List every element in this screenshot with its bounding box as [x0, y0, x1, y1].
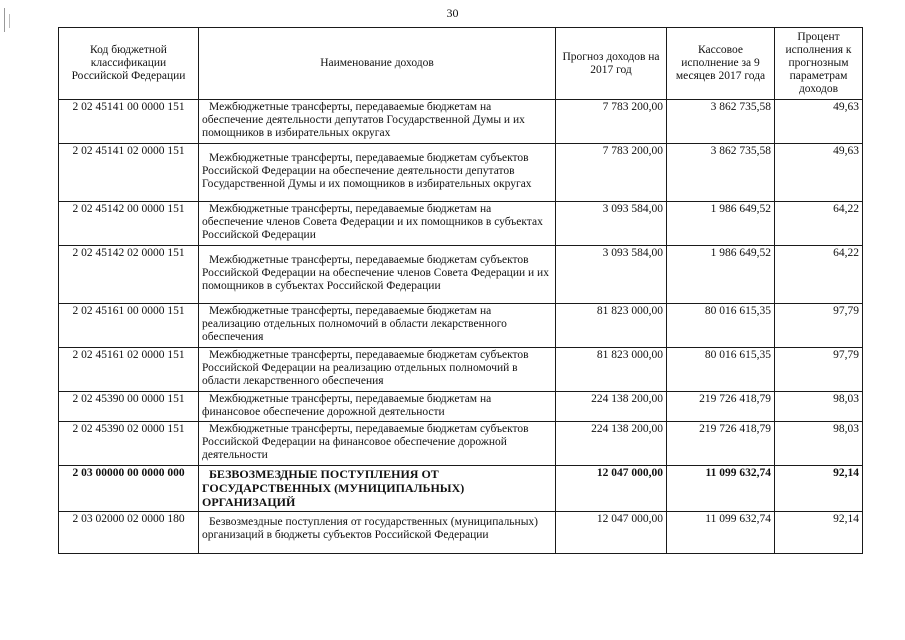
- row-cash: 3 862 735,58: [667, 144, 775, 202]
- row-percent: 97,79: [775, 348, 863, 392]
- row-percent: 49,63: [775, 144, 863, 202]
- header-forecast: Прогноз доходов на 2017 год: [556, 28, 667, 100]
- row-cash: 219 726 418,79: [667, 422, 775, 466]
- row-percent: 98,03: [775, 422, 863, 466]
- table-row: [59, 422, 863, 466]
- page-number: 30: [446, 6, 459, 20]
- row-code: 2 02 45161 02 0000 151: [59, 348, 199, 392]
- row-name-text: Межбюджетные трансферты, передаваемые бюджетам субъектов Российской Федерации на финансовое обеспечение дорожной деятельности: [202, 423, 529, 461]
- row-name: [199, 348, 556, 392]
- row-name: [199, 246, 556, 304]
- row-forecast: 3 093 584,00: [556, 202, 667, 246]
- budget-revenue-table: [58, 27, 863, 554]
- row-forecast: 12 047 000,00: [556, 466, 667, 512]
- row-name-text: Межбюджетные трансферты, передаваемые бюджетам субъектов Российской Федерации на реализацию отдельных полномочий в области лекарственного обеспечения: [202, 349, 529, 387]
- row-cash: 1 986 649,52: [667, 246, 775, 304]
- row-percent: 64,22: [775, 202, 863, 246]
- row-name: [199, 392, 556, 422]
- row-name: [199, 202, 556, 246]
- row-cash: 1 986 649,52: [667, 202, 775, 246]
- header-code: Код бюджетной классификации Российской Федерации: [59, 28, 199, 100]
- table-header-row: [59, 28, 863, 100]
- row-code: 2 03 02000 02 0000 180: [59, 512, 199, 554]
- header-cash-execution: Кассовое исполнение за 9 месяцев 2017 года: [667, 28, 775, 100]
- row-code: 2 02 45142 00 0000 151: [59, 202, 199, 246]
- table-row: [59, 512, 863, 554]
- row-code: 2 02 45141 02 0000 151: [59, 144, 199, 202]
- row-code: 2 03 00000 00 0000 000: [59, 466, 199, 512]
- row-percent: 49,63: [775, 100, 863, 144]
- row-forecast: 224 138 200,00: [556, 422, 667, 466]
- row-code: 2 02 45390 02 0000 151: [59, 422, 199, 466]
- row-forecast: 12 047 000,00: [556, 512, 667, 554]
- budget-table-container: [58, 27, 862, 554]
- row-code: 2 02 45161 00 0000 151: [59, 304, 199, 348]
- row-name-text: Межбюджетные трансферты, передаваемые бюджетам субъектов Российской Федерации на обеспечение членов Совета Федерации и их помощников в субъектах Российской Федерации: [202, 254, 549, 292]
- row-cash: 80 016 615,35: [667, 304, 775, 348]
- row-name: [199, 100, 556, 144]
- row-name-text: Межбюджетные трансферты, передаваемые бюджетам на обеспечение членов Совета Федерации и их помощников в субъектах Российской Федерации: [202, 203, 543, 241]
- row-code: 2 02 45142 02 0000 151: [59, 246, 199, 304]
- row-name-text: Межбюджетные трансферты, передаваемые бюджетам субъектов Российской Федерации на обеспечение деятельности депутатов Государственной Думы и их помощников в избирательных округах: [202, 152, 532, 190]
- row-forecast: 81 823 000,00: [556, 304, 667, 348]
- table-row: [59, 246, 863, 304]
- row-percent: 92,14: [775, 466, 863, 512]
- row-name: [199, 144, 556, 202]
- header-percent: Процент исполнения к прогнозным параметрам доходов: [775, 28, 863, 100]
- row-cash: 3 862 735,58: [667, 100, 775, 144]
- row-cash: 219 726 418,79: [667, 392, 775, 422]
- table-row-section-total: [59, 466, 863, 512]
- row-forecast: 3 093 584,00: [556, 246, 667, 304]
- table-row: [59, 202, 863, 246]
- table-row: [59, 392, 863, 422]
- row-cash: 11 099 632,74: [667, 466, 775, 512]
- row-name-text: Межбюджетные трансферты, передаваемые бюджетам на реализацию отдельных полномочий в области лекарственного обеспечения: [202, 305, 507, 343]
- row-percent: 64,22: [775, 246, 863, 304]
- row-code: 2 02 45390 00 0000 151: [59, 392, 199, 422]
- header-name: Наименование доходов: [199, 28, 556, 100]
- table-row: [59, 304, 863, 348]
- row-name: [199, 512, 556, 554]
- row-percent: 92,14: [775, 512, 863, 554]
- row-forecast: 7 783 200,00: [556, 144, 667, 202]
- row-forecast: 7 783 200,00: [556, 100, 667, 144]
- row-percent: 97,79: [775, 304, 863, 348]
- row-code: 2 02 45141 00 0000 151: [59, 100, 199, 144]
- row-percent: 98,03: [775, 392, 863, 422]
- row-forecast: 81 823 000,00: [556, 348, 667, 392]
- row-name: [199, 466, 556, 512]
- row-name-text: Безвозмездные поступления от государственных (муниципальных) организаций в бюджеты субъектов Российской Федерации: [202, 516, 539, 541]
- row-cash: 11 099 632,74: [667, 512, 775, 554]
- row-cash: 80 016 615,35: [667, 348, 775, 392]
- row-name-text: Межбюджетные трансферты, передаваемые бюджетам на обеспечение деятельности депутатов Государственной Думы и их помощников в избирательных округах: [202, 101, 525, 139]
- row-name: [199, 304, 556, 348]
- row-name-text: Межбюджетные трансферты, передаваемые бюджетам на финансовое обеспечение дорожной деятельности: [202, 393, 492, 418]
- table-row: [59, 144, 863, 202]
- table-row: [59, 348, 863, 392]
- table-row: [59, 100, 863, 144]
- row-name-text: БЕЗВОЗМЕЗДНЫЕ ПОСТУПЛЕНИЯ ОТ ГОСУДАРСТВЕННЫХ (МУНИЦИПАЛЬНЫХ) ОРГАНИЗАЦИЙ: [202, 467, 465, 509]
- row-name: [199, 422, 556, 466]
- row-forecast: 224 138 200,00: [556, 392, 667, 422]
